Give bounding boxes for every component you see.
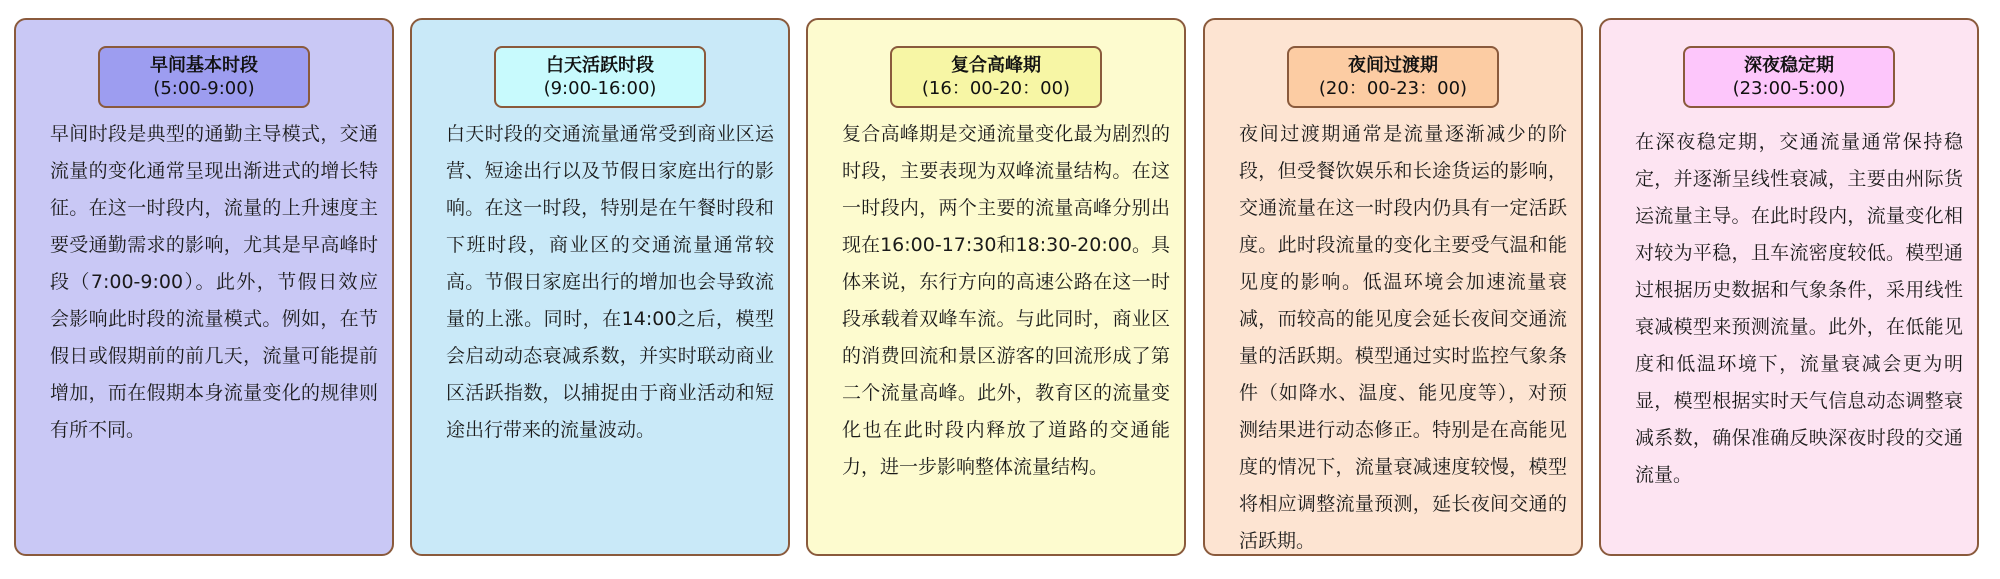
- panel-peak: [806, 18, 1186, 556]
- panel-time-range: (20：00-23：00): [1318, 78, 1468, 99]
- panel-time-range: (16：00-20：00): [921, 78, 1071, 99]
- panel-title-box: [890, 46, 1102, 108]
- panel-title-box: [494, 46, 706, 108]
- panel-description: 白天时段的交通流量通常受到商业区运营、短途出行以及节假日家庭出行的影响。在这一时段，特别是在午餐时段和下班时段，商业区的交通流量通常较高。节假日家庭出行的增加也会导致流量的上涨。同时，在14:00之后，模型会启动动态衰减系数，并实时联动商业区活跃指数，以捕捉由于商业活动和短途出行带来的流量波动。: [446, 123, 774, 441]
- panel-morning: [14, 18, 394, 556]
- panel-time-range: (23:00-5:00): [1732, 78, 1846, 99]
- panel-title-box: [1683, 46, 1895, 108]
- panel-title-box: [98, 46, 310, 108]
- panel-evening-transition: [1203, 18, 1583, 556]
- panel-time-range: (9:00-16:00): [543, 78, 657, 99]
- panel-time-range: (5:00-9:00): [153, 78, 255, 99]
- panel-title: 夜间过渡期: [1348, 55, 1438, 76]
- panel-description: 在深夜稳定期，交通流量通常保持稳定，并逐渐呈线性衰减，主要由州际货运流量主导。在此时段内，流量变化相对较为平稳，且车流密度较低。模型通过根据历史数据和气象条件，采用线性衰减模型来预测流量。此外，在低能见度和低温环境下，流量衰减会更为明显，模型根据实时天气信息动态调整衰减系数，确保准确反映深夜时段的交通流量。: [1635, 131, 1963, 486]
- panel-title: 白天活跃时段: [546, 55, 654, 76]
- panel-description: 夜间过渡期通常是流量逐渐减少的阶段，但受餐饮娱乐和长途货运的影响，交通流量在这一时段内仍具有一定活跃度。此时段流量的变化主要受气温和能见度的影响。低温环境会加速流量衰减，而较高的能见度会延长夜间交通流量的活跃期。模型通过实时监控气象条件（如降水、温度、能见度等），对预测结果进行动态修正。特别是在高能见度的情况下，流量衰减速度较慢，模型将相应调整流量预测，延长夜间交通的活跃期。: [1239, 123, 1567, 552]
- panel-late-night: [1599, 18, 1979, 556]
- panel-daytime: [410, 18, 790, 556]
- panel-title: 深夜稳定期: [1744, 55, 1834, 76]
- panel-title-box: [1287, 46, 1499, 108]
- panel-description: 复合高峰期是交通流量变化最为剧烈的时段，主要表现为双峰流量结构。在这一时段内，两个主要的流量高峰分别出现在16:00-17:30和18:30-20:00。具体来说，东行方向的高速公路在这一时段承载着双峰车流。与此同时，商业区的消费回流和景区游客的回流形成了第二个流量高峰。此外，教育区的流量变化也在此时段内释放了道路的交通能力，进一步影响整体流量结构。: [842, 123, 1170, 478]
- panel-title: 早间基本时段: [150, 55, 258, 76]
- panel-title: 复合高峰期: [951, 55, 1041, 76]
- panel-description: 早间时段是典型的通勤主导模式，交通流量的变化通常呈现出渐进式的增长特征。在这一时段内，流量的上升速度主要受通勤需求的影响，尤其是早高峰时段（7:00-9:00）。此外，节假日效应会影响此时段的流量模式。例如，在节假日或假期前的前几天，流量可能提前增加，而在假期本身流量变化的规律则有所不同。: [50, 123, 378, 441]
